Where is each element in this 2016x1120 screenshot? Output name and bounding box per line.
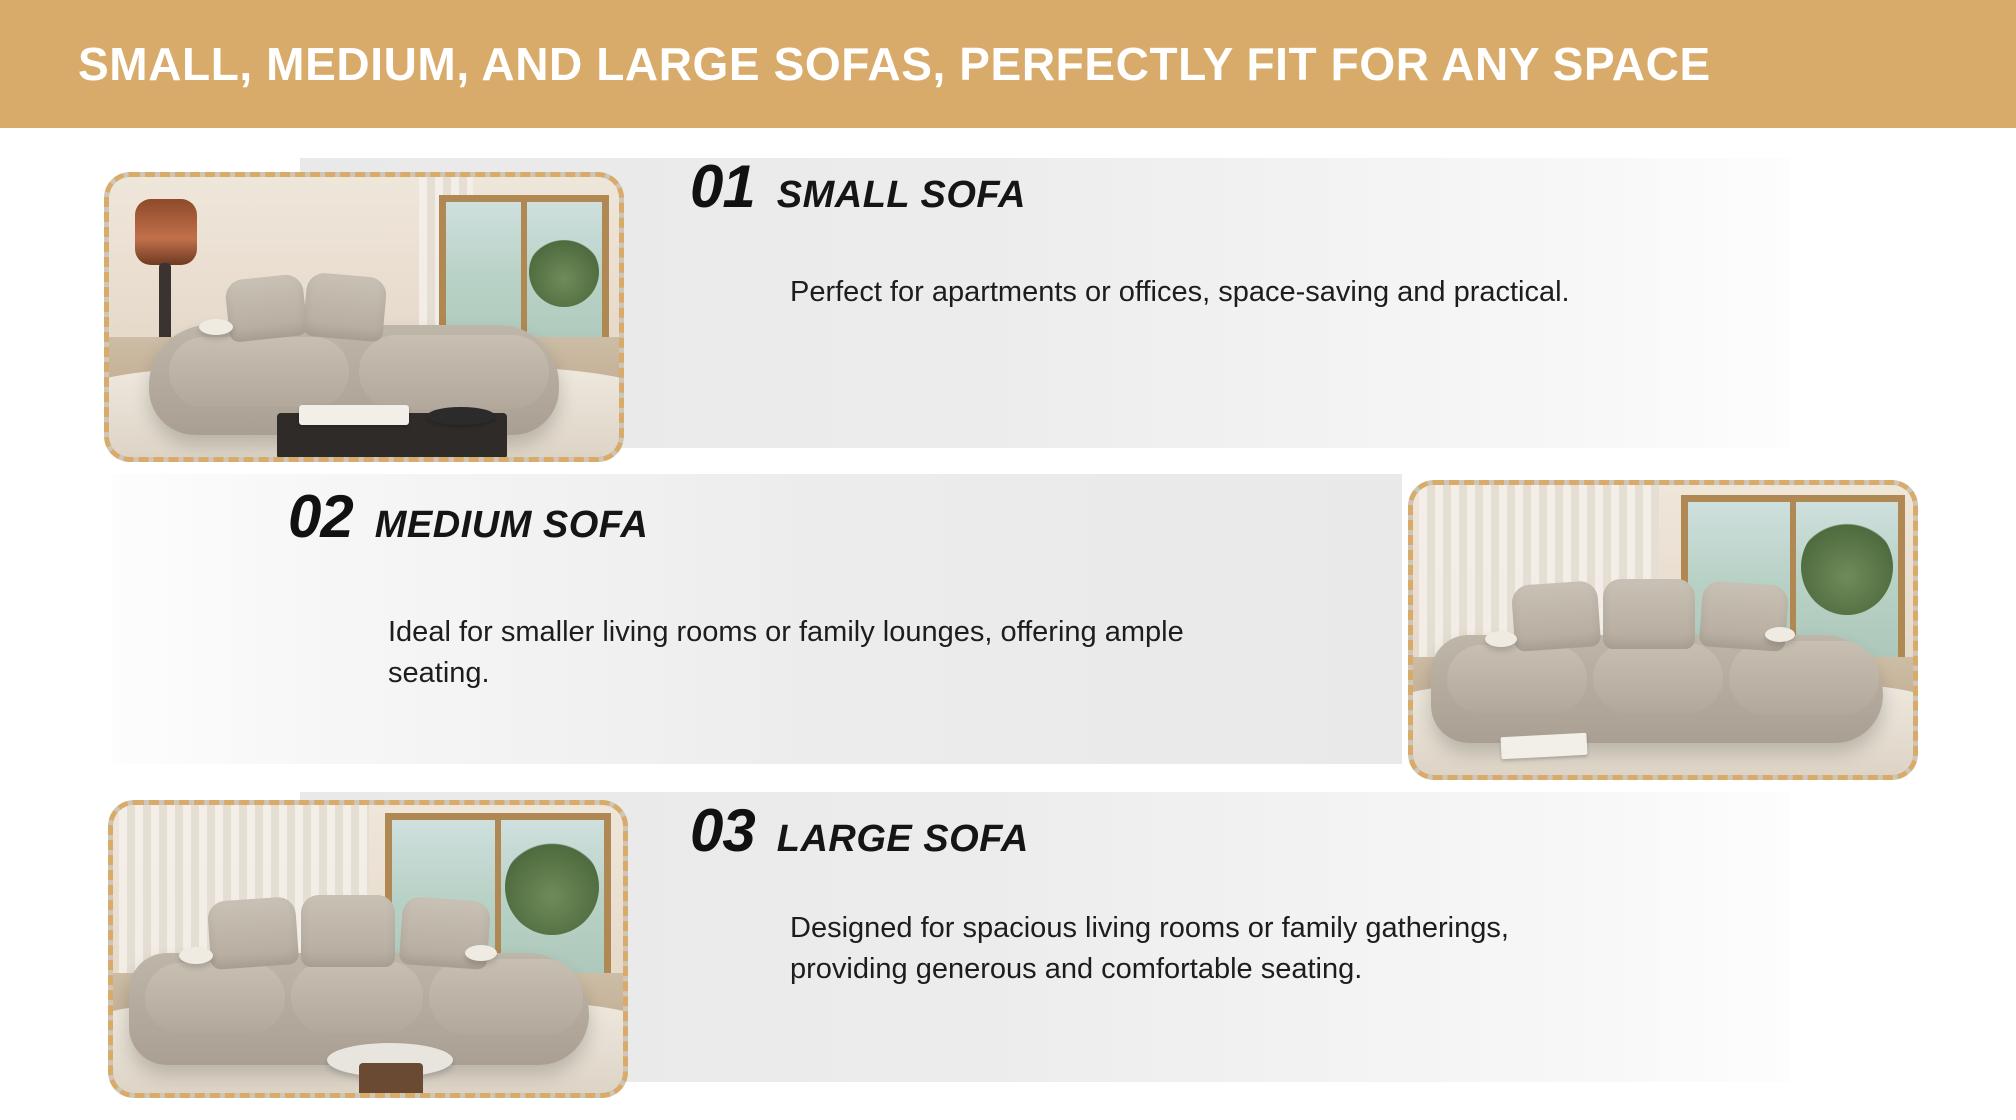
page-title: SMALL, MEDIUM, AND LARGE SOFAS, PERFECTLY FIT FOR ANY SPACE (78, 37, 1711, 90)
scene-small-sofa (109, 177, 619, 457)
entry-number-1: 01 (690, 153, 755, 220)
entry-heading-3 (690, 796, 1029, 865)
entry-heading-1 (690, 152, 1026, 221)
entry-description-3: Designed for spacious living rooms or family gatherings, providing generous and comfortable seating. (790, 912, 1509, 986)
entry-description-1: Perfect for apartments or offices, space-saving and practical. (790, 276, 1570, 308)
entry-number-2: 02 (288, 483, 353, 550)
entry-title-2: MEDIUM SOFA (374, 504, 649, 546)
entry-heading-2 (288, 482, 648, 551)
entry-title-3: LARGE SOFA (776, 818, 1029, 860)
scene-medium-sofa (1413, 485, 1913, 775)
entry-image-3 (108, 800, 628, 1098)
scene-large-sofa (113, 805, 623, 1093)
header-banner (0, 0, 2016, 128)
entry-description-2: Ideal for smaller living rooms or family lounges, offering ample seating. (388, 616, 1184, 690)
entry-title-1: SMALL SOFA (776, 174, 1026, 216)
entry-image-2 (1408, 480, 1918, 780)
entry-number-3: 03 (690, 797, 755, 864)
entry-image-1 (104, 172, 624, 462)
